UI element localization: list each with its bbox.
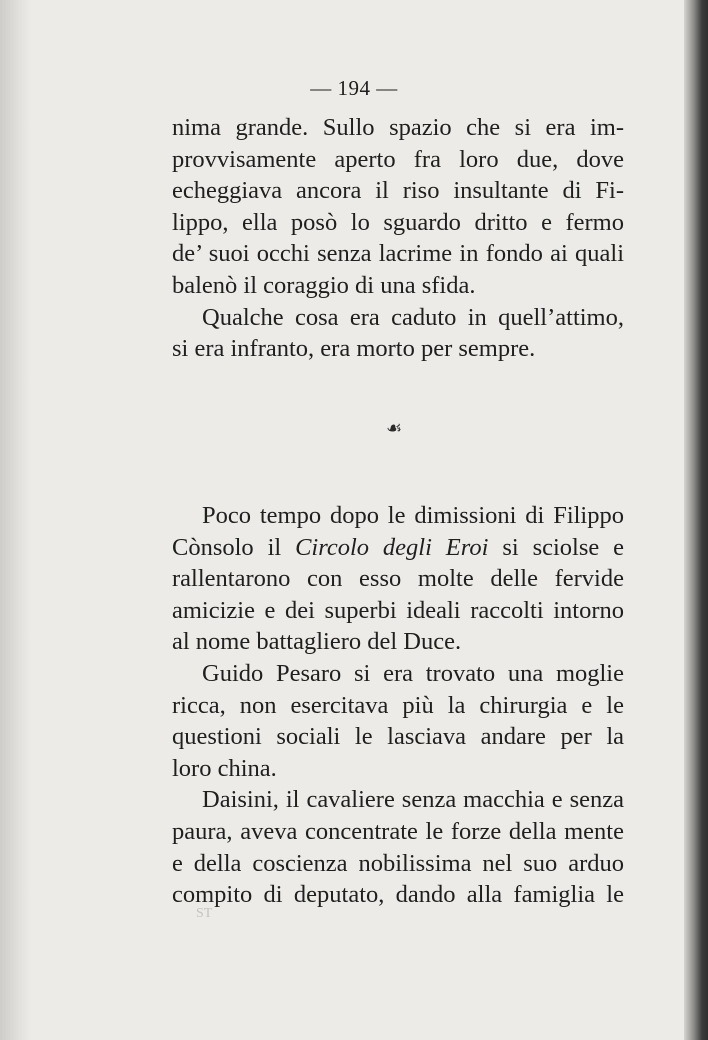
text-line: al nome battagliero del Duce. — [172, 628, 462, 656]
text-line: de’ suoi occhi senza lacrime in fondo ai quali — [172, 240, 624, 268]
faint-stamp-mark: ST — [196, 906, 213, 921]
text-line: nima grande. Sullo spazio che si era im- — [172, 114, 624, 141]
text-line: e della coscienza nobilissima nel suo arduo — [172, 849, 624, 877]
text-line: loro china. — [172, 754, 277, 782]
text-line: Guido Pesaro si era trovato una moglie — [202, 659, 624, 687]
text-line: questioni sociali le lasciava andare per la — [172, 723, 624, 751]
text-line: Daisini, il cavaliere senza macchia e senza — [202, 786, 624, 814]
text-block-top — [172, 112, 624, 365]
text-fragment: Cònsolo il — [172, 533, 296, 561]
page-gutter-shadow — [0, 0, 30, 1040]
section-ornament: ☙ — [386, 418, 403, 438]
page-number: — 194 — — [310, 76, 398, 100]
text-line: si era infranto, era morto per sempre. — [172, 335, 536, 363]
paragraph — [172, 112, 624, 302]
text-line: Qualche cosa era caduto in quell’attimo, — [202, 303, 624, 331]
text-line: Poco tempo dopo le dimissioni di Filippo — [202, 502, 624, 529]
text-block-bottom — [172, 500, 624, 911]
page-edge — [684, 0, 708, 1040]
text-line: ricca, non esercitava più la chirurgia e le — [172, 691, 624, 719]
text-line: echeggiava ancora il riso insultante di Fi- — [172, 177, 624, 205]
paragraph — [172, 784, 624, 910]
text-line-with-title — [172, 532, 624, 564]
text-line: provvisamente aperto fra loro due, dove — [172, 145, 624, 173]
text-fragment: si sciolse e — [488, 533, 625, 561]
text-line: balenò il coraggio di una sfida. — [172, 271, 476, 299]
text-line: lippo, ella posò lo sguardo dritto e fermo — [172, 208, 624, 236]
paragraph — [172, 500, 624, 658]
text-line: paura, aveva concentrate le forze della mente — [172, 817, 624, 845]
paragraph — [172, 302, 624, 365]
paragraph — [172, 658, 624, 784]
text-line: amicizie e dei superbi ideali raccolti intorno — [172, 596, 624, 624]
italic-title: Circolo degli Eroi — [295, 533, 489, 561]
text-line: compito di deputato, dando alla famiglia le — [172, 881, 624, 909]
text-line: rallentarono con esso molte delle fervide — [172, 565, 624, 593]
